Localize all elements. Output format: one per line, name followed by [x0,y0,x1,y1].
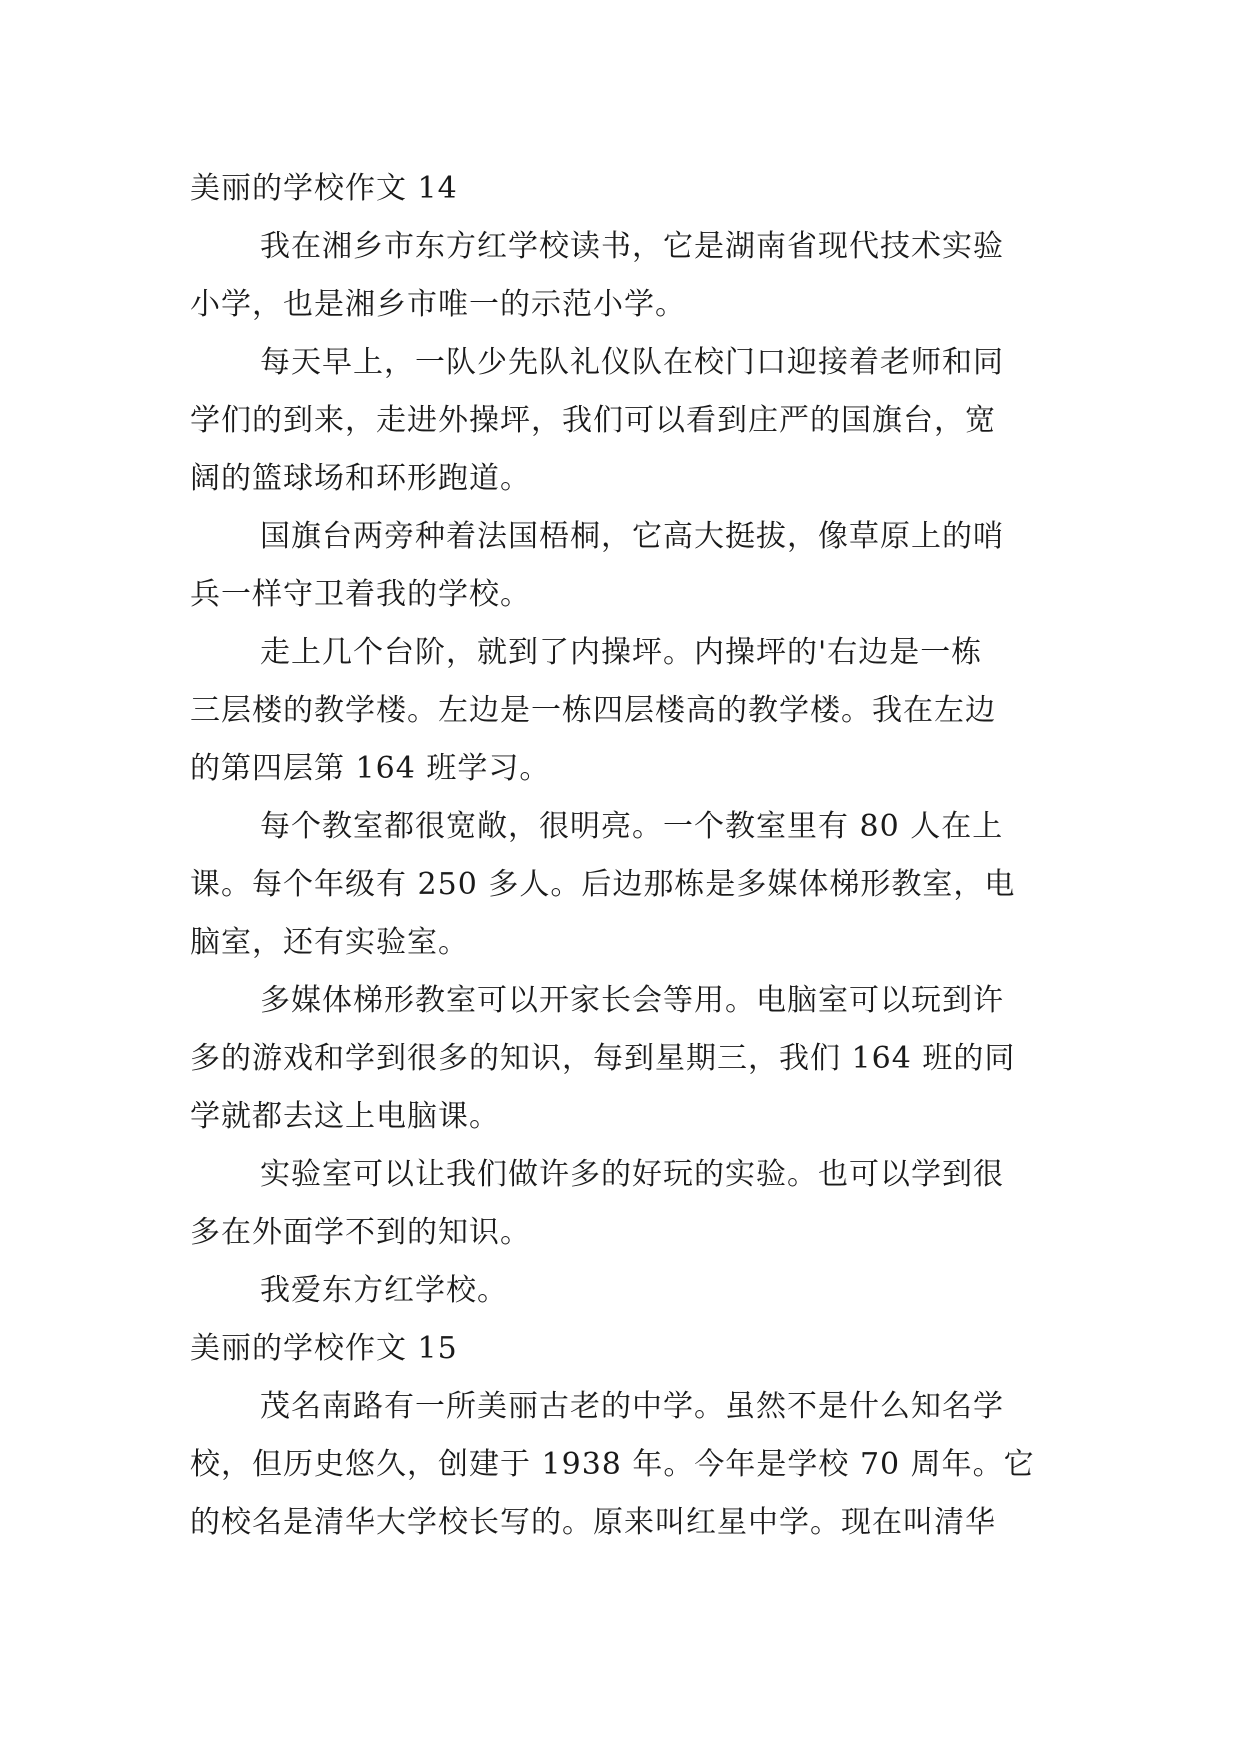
paragraph [190,624,1060,798]
text-line: 小学，也是湘乡市唯一的示范小学。 [190,287,686,322]
text-line: 每个教室都很宽敞，很明亮。一个教室里有 80 人在上 [260,809,1004,844]
paragraph [190,508,1060,624]
text-line: 的校名是清华大学校长写的。原来叫红星中学。现在叫清华 [190,1505,996,1540]
text-line: 多媒体梯形教室可以开家长会等用。电脑室可以玩到许 [260,983,1004,1018]
text-line: 每天早上，一队少先队礼仪队在校门口迎接着老师和同 [260,345,1004,380]
text-line: 茂名南路有一所美丽古老的中学。虽然不是什么知名学 [260,1389,1004,1424]
text-line: 学们的到来，走进外操坪，我们可以看到庄严的国旗台，宽 [190,403,996,438]
text-line: 多的游戏和学到很多的知识，每到星期三，我们 164 班的同 [190,1041,1016,1076]
text-line: 我在湘乡市东方红学校读书，它是湖南省现代技术实验 [260,229,1004,264]
text-line: 实验室可以让我们做许多的好玩的实验。也可以学到很 [260,1157,1004,1192]
text-line: 的第四层第 164 班学习。 [190,751,551,786]
text-line: 课。每个年级有 250 多人。后边那栋是多媒体梯形教室，电 [190,867,1016,902]
text-line: 阔的篮球场和环形跑道。 [190,461,531,496]
paragraph [190,972,1060,1146]
section-title: 美丽的学校作文 15 [190,1331,458,1366]
paragraph [190,1146,1060,1262]
document-page [190,160,1060,1552]
text-line: 脑室，还有实验室。 [190,925,469,960]
paragraph [190,798,1060,972]
text-line: 国旗台两旁种着法国梧桐，它高大挺拔，像草原上的哨 [260,519,1004,554]
text-line: 走上几个台阶，就到了内操坪。内操坪的'右边是一栋 [260,635,983,670]
text-line: 学就都去这上电脑课。 [190,1099,500,1134]
paragraph [190,218,1060,334]
text-line: 兵一样守卫着我的学校。 [190,577,531,612]
paragraph [190,1378,1060,1552]
paragraph [190,334,1060,508]
text-line: 多在外面学不到的知识。 [190,1215,531,1250]
section-title: 美丽的学校作文 14 [190,171,458,206]
paragraph [190,1262,1060,1320]
text-line: 我爱东方红学校。 [260,1273,508,1308]
text-line: 校，但历史悠久，创建于 1938 年。今年是学校 70 周年。它 [190,1447,1035,1482]
text-line: 三层楼的教学楼。左边是一栋四层楼高的教学楼。我在左边 [190,693,996,728]
